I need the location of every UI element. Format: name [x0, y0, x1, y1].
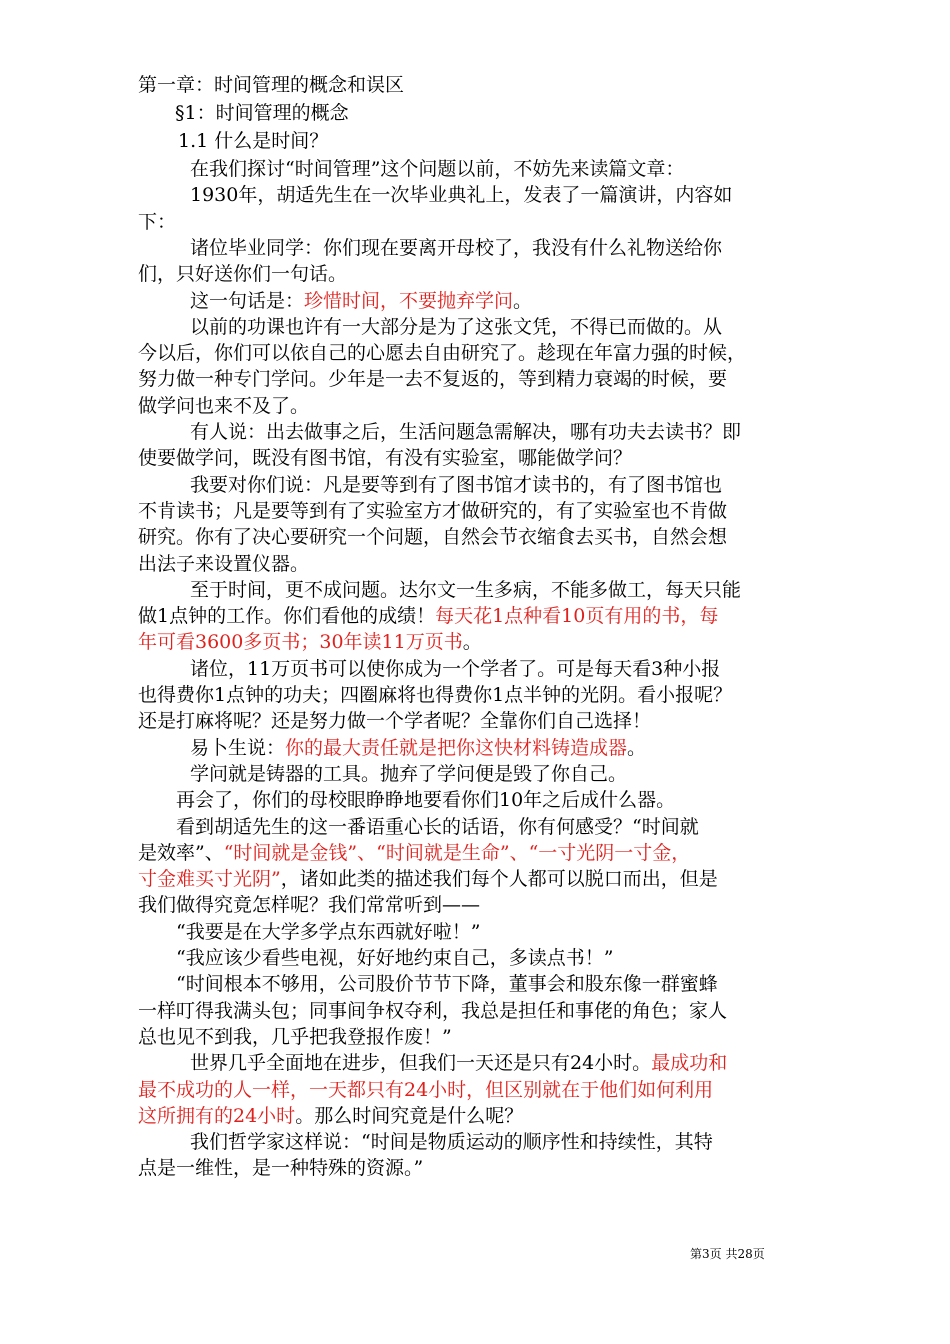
text-line — [138, 998, 727, 1024]
text-segment: 使要做学问，既没有图书馆，有没有实验室，哪能做学问？ — [138, 447, 633, 470]
text-segment: 下： — [138, 210, 177, 233]
text-line — [190, 235, 722, 261]
text-line — [176, 787, 675, 813]
text-segment: ，诸如此类的描述我们每个人都可以脱口而出，但是 — [280, 868, 718, 891]
text-line — [190, 1050, 727, 1076]
text-segment: 看到胡适先生的这一番语重心长的话语，你有何感受？“时间就 — [176, 815, 699, 838]
text-line — [190, 577, 741, 603]
text-segment: 是效率”、 — [138, 841, 224, 864]
text-line — [138, 261, 347, 287]
text-line — [138, 366, 727, 392]
text-segment: 做1点钟的工作。你们看他的成绩！ — [138, 605, 436, 628]
text-segment: 再会了，你们的母校眼睁睁地要看你们10年之后成什么器。 — [176, 789, 676, 812]
text-line — [138, 1155, 423, 1181]
text-line — [190, 735, 646, 761]
subsection-title: 1.1 什么是时间？ — [178, 130, 329, 152]
text-segment: 不肯读书；凡是要等到有了实验室方才做研究的，有了实验室也不肯做 — [138, 499, 728, 522]
text-line — [190, 182, 732, 208]
chapter-title: 第一章：时间管理的概念和误区 — [138, 74, 405, 96]
highlight-text: 你的最大责任就是把你这快材料铸造成器 — [285, 736, 628, 759]
highlight-text: 寸金难买寸光阴” — [138, 868, 281, 891]
text-segment: 总也见不到我，几乎把我登报作废！” — [138, 1025, 452, 1048]
text-line — [176, 814, 699, 840]
text-segment: “我应该少看些电视，好好地约束自己，多读点书！” — [176, 947, 614, 969]
text-segment: 做学问也来不及了。 — [138, 394, 310, 417]
text-line — [138, 603, 718, 629]
text-line — [138, 840, 690, 866]
highlight-text: “时间就是金钱”、“时间就是生命”、“一寸光阴一寸金， — [223, 841, 691, 864]
text-segment: 有人说：出去做事之后，生活问题急需解决，哪有功夫去读书？即 — [190, 421, 742, 443]
text-segment: 学问就是铸器的工具。抛弃了学问便是毁了你自己。 — [190, 762, 628, 785]
text-line — [190, 288, 532, 314]
text-segment: 今以后，你们可以依自己的心愿去自由研究了。趁现在年富力强的时候， — [138, 342, 747, 365]
text-segment: 1930年，胡适先生在一次毕业典礼上，发表了一篇演讲，内容如 — [190, 184, 733, 207]
text-line — [138, 209, 176, 235]
text-line — [138, 551, 309, 577]
section-title: §1：时间管理的概念 — [175, 102, 349, 124]
text-segment: 。 — [627, 736, 647, 759]
text-segment: 们，只好送你们一句话。 — [138, 263, 348, 286]
text-line — [138, 1077, 713, 1103]
text-line — [138, 393, 309, 419]
highlight-text: 年可看3600多页书；30年读11万页书 — [138, 631, 463, 654]
text-segment: 也得费你1点钟的功夫；四圈麻将也得费你1点半钟的光阴。看小报呢？ — [138, 684, 733, 706]
text-segment: 努力做一种专门学问。少年是一去不复返的，等到精力衰竭的时候，要 — [138, 368, 728, 391]
text-segment: 以前的功课也许有一大部分是为了这张文凭，不得已而做的。从 — [190, 315, 723, 338]
text-segment: 易卜生说： — [190, 736, 286, 759]
text-segment: “时间根本不够用，公司股价节节下降，董事会和股东像一群蜜蜂 — [176, 973, 718, 996]
text-segment: 。 — [513, 289, 533, 312]
text-line — [138, 892, 480, 918]
text-line — [190, 656, 720, 682]
text-segment: 还是打麻将呢？还是努力做一个学者呢？全靠你们自己选择！ — [138, 710, 652, 733]
text-segment: 我们哲学家这样说：“时间是物质运动的顺序性和持续性，其特 — [190, 1131, 713, 1154]
text-segment: 。 — [462, 631, 482, 654]
text-segment: “我要是在大学多学点东西就好啦！” — [176, 920, 481, 943]
text-line — [138, 340, 746, 366]
text-segment: 我们做得究竟怎样呢？我们常常听到—— — [138, 894, 481, 917]
page-number: 第3页 共28页 — [690, 1247, 765, 1261]
text-line — [176, 919, 480, 945]
text-line — [190, 761, 627, 787]
highlight-text: 每天花1点种看10页有用的书，每 — [435, 605, 719, 628]
text-segment: 在我们探讨“时间管理”这个问题以前，不妨先来读篇文章： — [190, 158, 685, 180]
text-segment: 点是一维性，是一种特殊的资源。” — [138, 1157, 424, 1180]
text-segment: 至于时间，更不成问题。达尔文一生多病，不能多做工，每天只能 — [190, 578, 742, 601]
text-segment: 。那么时间究竟是什么呢？ — [295, 1104, 524, 1127]
text-line — [138, 708, 651, 734]
text-line — [138, 1103, 523, 1129]
text-line — [190, 419, 741, 445]
text-line — [138, 498, 727, 524]
highlight-text: 最成功和 — [651, 1052, 728, 1075]
text-line — [176, 945, 613, 971]
text-segment: 诸位毕业同学：你们现在要离开母校了，我没有什么礼物送给你 — [190, 236, 723, 259]
text-line — [190, 1129, 713, 1155]
text-segment: 诸位，11万页书可以使你成为一个学者了。可是每天看3种小报 — [190, 657, 721, 680]
text-line — [190, 472, 722, 498]
highlight-text: 最不成功的人一样，一天都只有24小时，但区别就在于他们如何利用 — [138, 1078, 714, 1101]
text-line — [190, 156, 684, 182]
text-segment: 一样叮得我满头包；同事间争权夺利，我总是担任和事佬的角色；家人 — [138, 999, 728, 1022]
text-line — [138, 1024, 452, 1050]
text-segment: 这一句话是： — [190, 289, 305, 312]
highlight-text: 珍惜时间，不要抛弃学问 — [304, 289, 514, 312]
text-segment: 我要对你们说：凡是要等到有了图书馆才读书的，有了图书馆也 — [190, 473, 723, 496]
text-line — [190, 314, 722, 340]
text-line — [176, 971, 718, 997]
highlight-text: 这所拥有的24小时 — [138, 1104, 296, 1127]
text-line — [138, 682, 732, 708]
text-line — [138, 524, 727, 550]
text-segment: 世界几乎全面地在进步，但我们一天还是只有24小时。 — [190, 1052, 652, 1075]
text-line — [138, 866, 718, 892]
text-line — [138, 629, 482, 655]
text-line — [138, 445, 632, 471]
text-segment: 研究。你有了决心要研究一个问题，自然会节衣缩食去买书，自然会想 — [138, 526, 728, 549]
text-segment: 出法子来设置仪器。 — [138, 552, 310, 575]
